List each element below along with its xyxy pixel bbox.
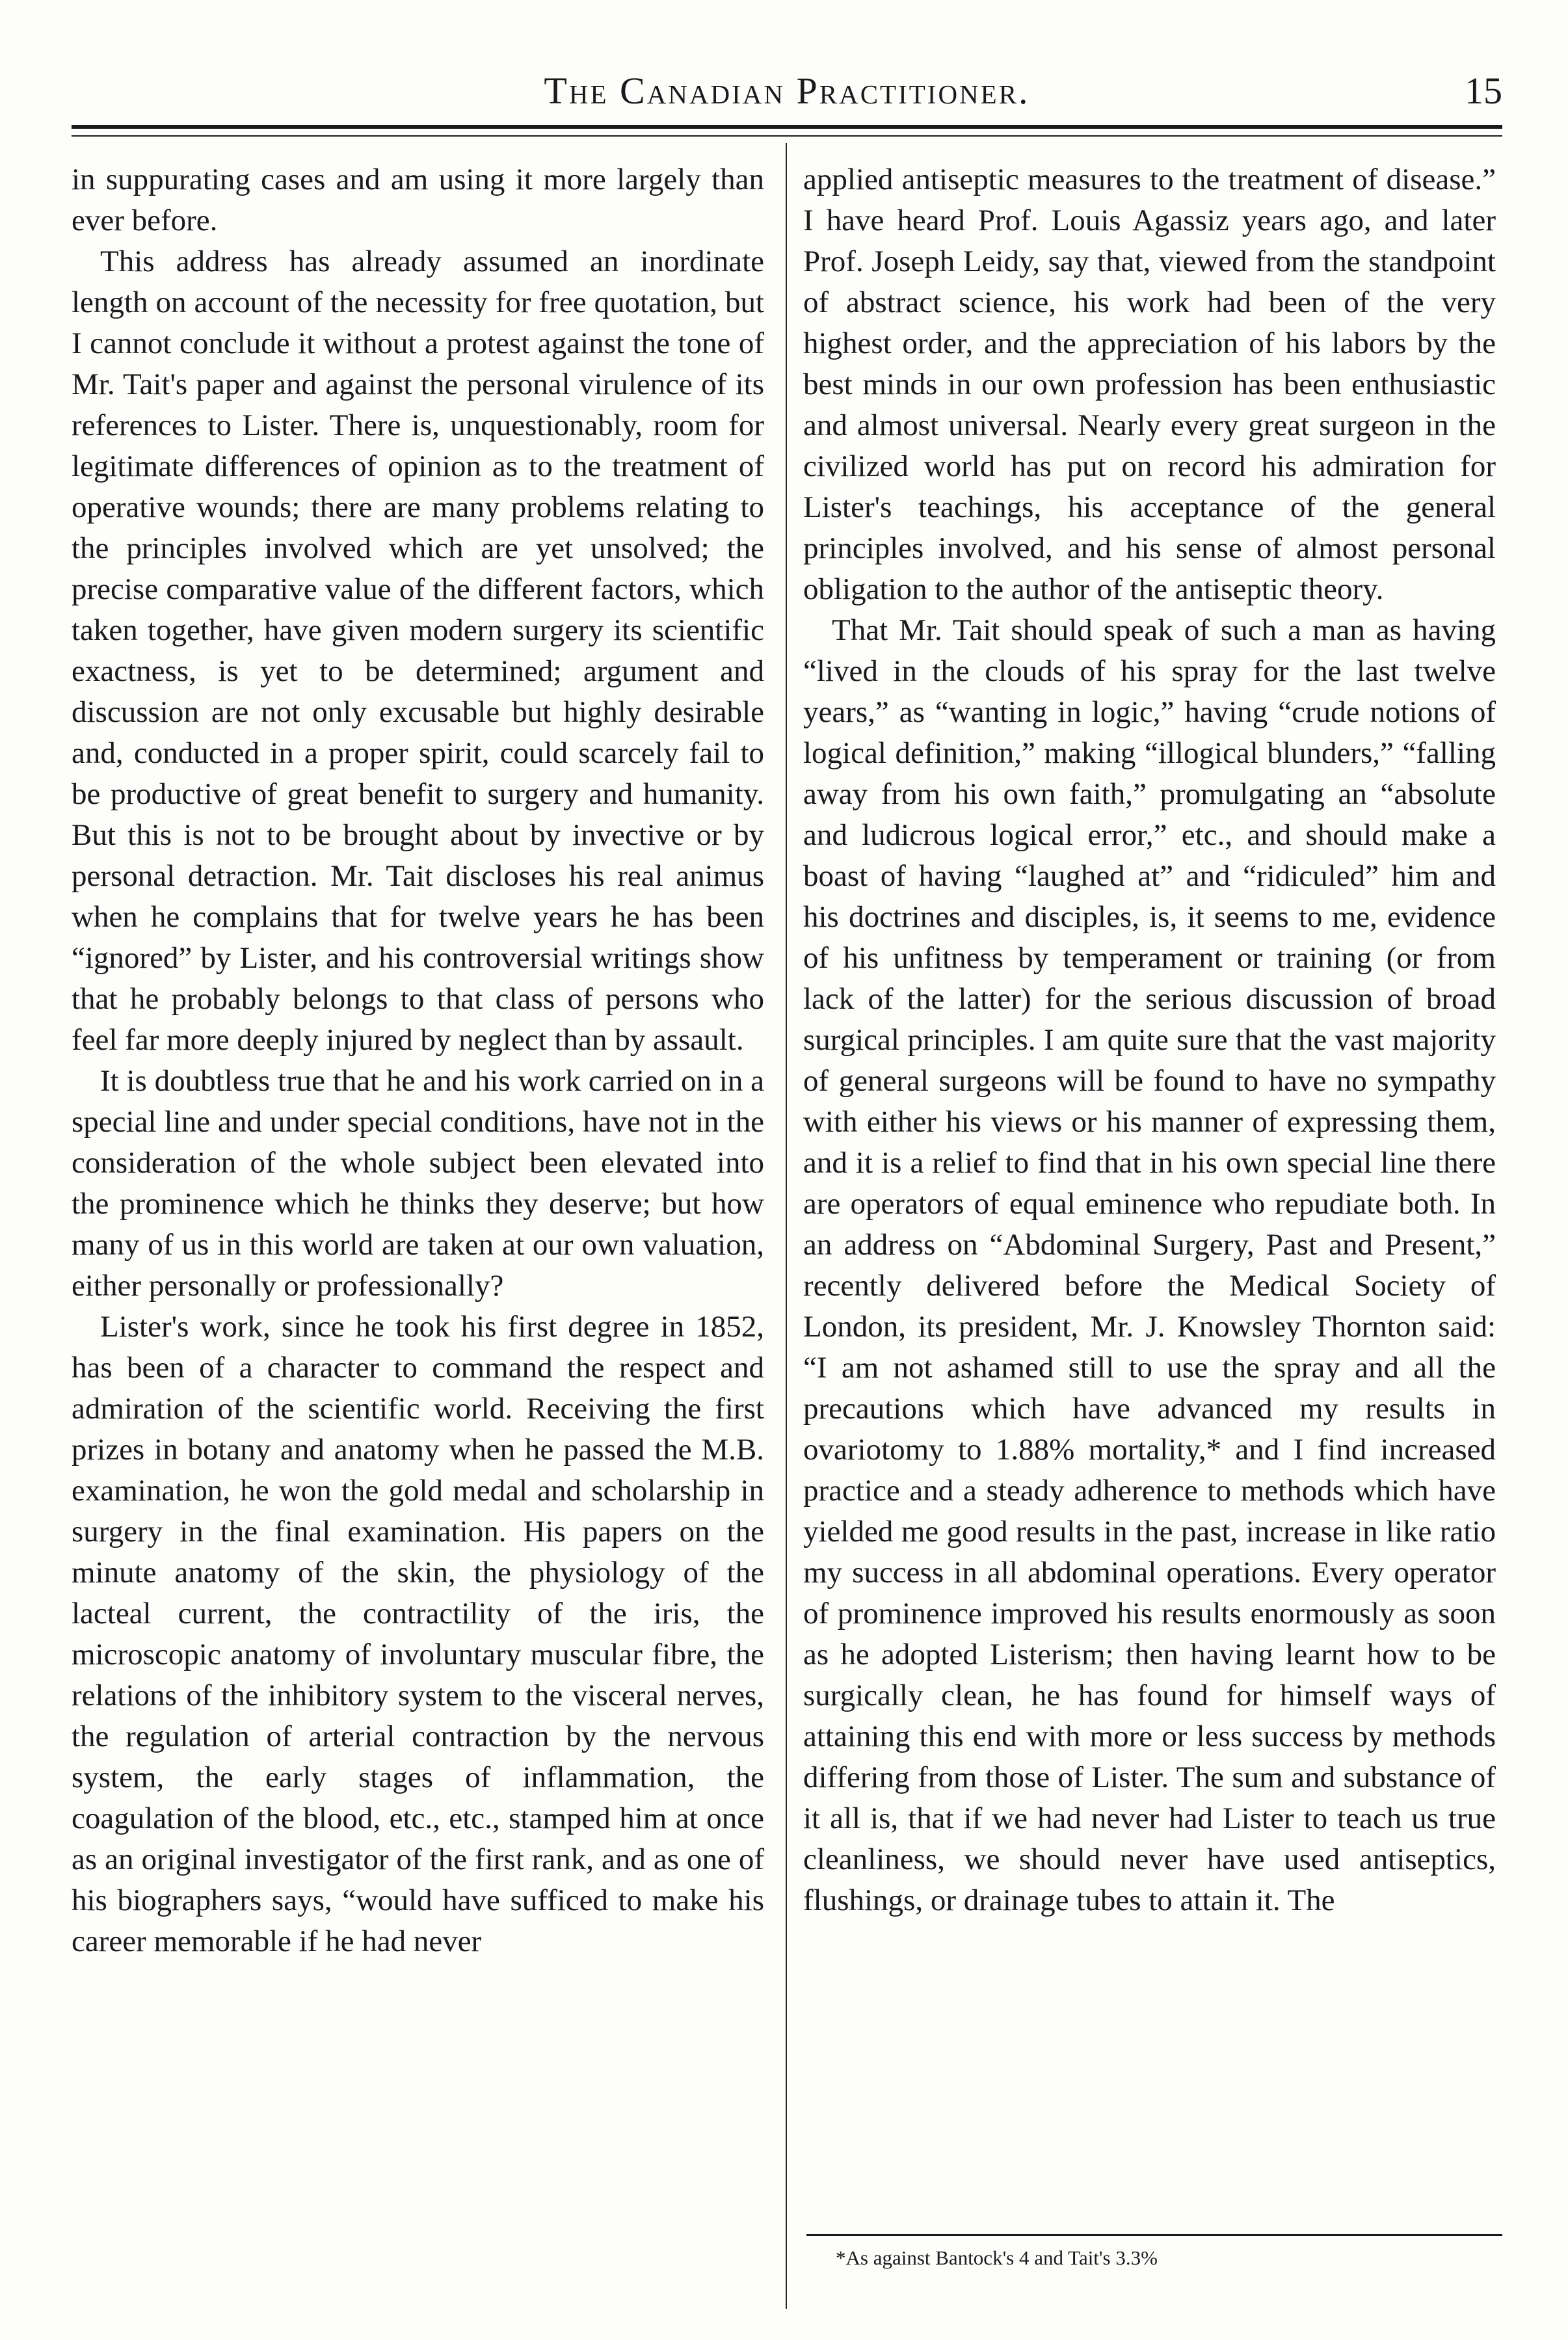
running-head — [72, 62, 1502, 120]
journal-title: The Canadian Practitioner. — [544, 70, 1030, 112]
paragraph: applied antiseptic measures to the treatment of disease.” I have heard Prof. Louis Agassiz years ago, and later Prof. Joseph Leidy, say that, viewed from the standpoint of abstract science, his work had been of the very highest order, and the appreciation of his labors by the best minds in our own profession has been enthusiastic and almost universal. Nearly every great surgeon in the civilized world has put on record his admiration for Lister's teachings, his acceptance of the general principles involved, and his sense of almost personal obligation to the author of the antiseptic theory. — [803, 163, 1496, 606]
header-rule-thick — [72, 125, 1502, 129]
paragraph: Lister's work, since he took his first degree in 1852, has been of a character to command the respect and admiration of the scientific world. Receiving the first prizes in botany and anatomy when he passed the M.B. examination, he won the gold medal and scholarship in surgery in the final examination. His papers on the minute anatomy of the skin, the physiology of the lacteal current, the contractility of the iris, the microscopic anatomy of involuntary muscular fibre, the relations of the inhibitory system to the visceral nerves, the regulation of arterial contraction by the nervous system, the early stages of inflammation, the coagulation of the blood, etc., etc., stamped him at once as an original investigator of the first rank, and as one of his biographers says, “would have sufficed to make his career memorable if he had never — [72, 1310, 764, 1958]
right-column — [803, 159, 1496, 1921]
paragraph: It is doubtless true that he and his work carried on in a special line and under special conditions, have not in the consideration of the whole subject been elevated into the prominence which he thinks they deserve; but how many of us in this world are taken at our own valuation, either personally or professionally? — [72, 1064, 764, 1303]
header-rule-thin — [72, 135, 1502, 137]
page-number: 15 — [1465, 70, 1502, 112]
paragraph: That Mr. Tait should speak of such a man as having “lived in the clouds of his spray for the last twelve years,” as “wanting in logic,” having “crude notions of logical definition,” making “illogical blunders,” “falling away from his own faith,” promulgating an “absolute and ludicrous logical error,” etc., and should make a boast of having “laughed at” and “ridiculed” him and his doctrines and disciples, is, it seems to me, evidence of his unfitness by temperament or training (or from lack of the latter) for the serious discussion of broad surgical principles. I am quite sure that the vast majority of general surgeons will be found to have no sympathy with either his views or his manner of expressing them, and it is a relief to find that in his own special line there are operators of equal eminence who repudiate both. In an address on “Abdominal Surgery, Past and Present,” recently delivered before the Medical Society of London, its president, Mr. J. Knowsley Thornton said: “I am not ashamed still to use the spray and all the precautions which have advanced my results in ovariotomy to 1.88% mortality,* and I find increased practice and a steady adherence to methods which have yielded me good results in the past, increase in like ratio my success in all abdominal operations. Every operator of prominence improved his results enormously as soon as he adopted Listerism; then having learnt how to be surgically clean, he has found for himself ways of attaining this end with more or less success by methods differing from those of Lister. The sum and substance of it all is, that if we had never had Lister to teach us true cleanliness, we should never have used antiseptics, flushings, or drainage tubes to attain it. The — [803, 613, 1496, 1917]
paragraph: in suppurating cases and am using it more largely than ever before. — [72, 163, 764, 237]
left-column — [72, 159, 764, 1962]
footnote-rule — [806, 2234, 1502, 2236]
column-divider — [786, 143, 787, 2309]
paragraph: This address has already assumed an inordinate length on account of the necessity for free quotation, but I cannot conclude it without a protest against the tone of Mr. Tait's paper and against the personal virulence of its references to Lister. There is, unquestionably, room for legitimate differences of opinion as to the treatment of operative wounds; there are many problems relating to the principles involved which are yet unsolved; the precise comparative value of the different factors, which taken together, have given modern surgery its scientific exactness, is yet to be determined; argument and discussion are not only excusable but highly desirable and, conducted in a proper spirit, could scarcely fail to be productive of great benefit to surgery and humanity. But this is not to be brought about by invective or by personal detraction. Mr. Tait discloses his real animus when he complains that for twelve years he has been “ignored” by Lister, and his controversial writings show that he probably belongs to that class of persons who feel far more deeply injured by neglect than by assault. — [72, 245, 764, 1057]
footnote: *As against Bantock's 4 and Tait's 3.3% — [836, 2246, 1158, 2269]
